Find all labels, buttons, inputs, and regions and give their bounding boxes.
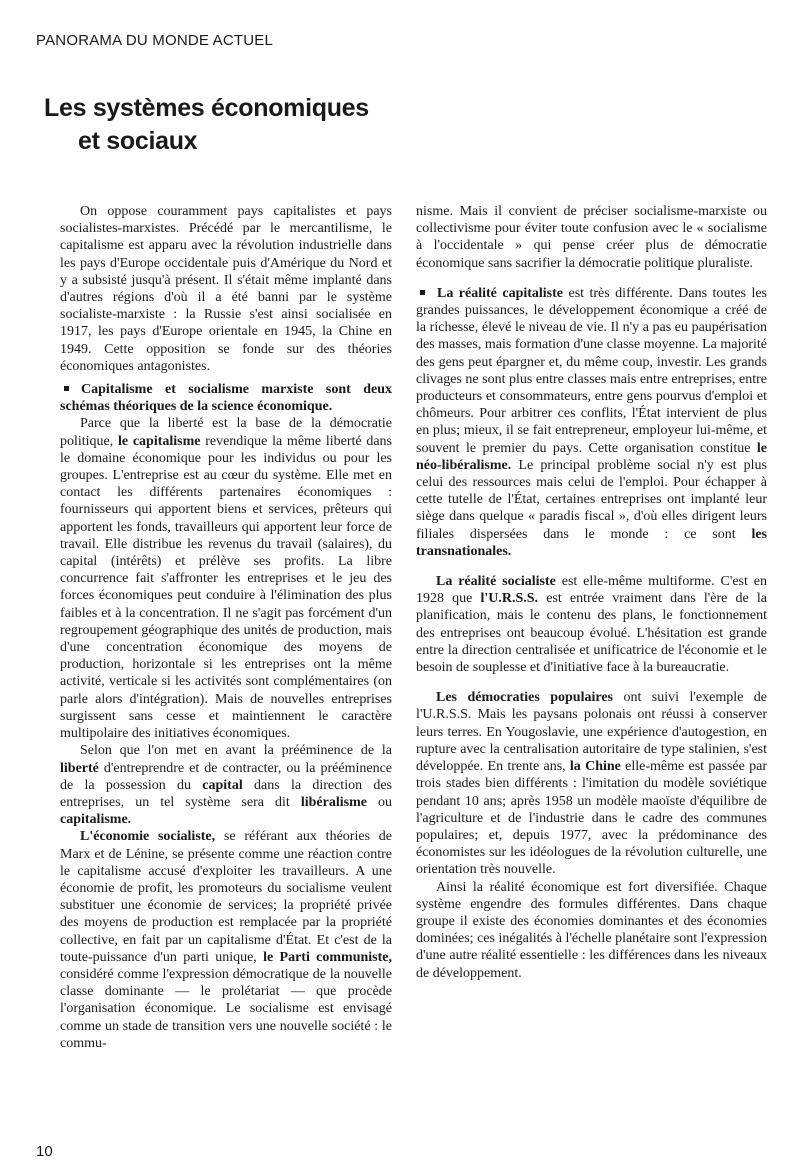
right-column — [416, 203, 767, 982]
term-neoliberalisme: le néo-libéralisme. — [416, 440, 767, 473]
paragraph-popular-democracies: Les démocraties populaires ont suivi l'exemple de l'U.R.S.S. Mais les paysans polonais ont réussi à conserver leurs terres. En Yougoslavie, une expérience d'autogestion, en rupture avec la centralisation autoritaire de type stalinien, s'est développée. En trente ans, la Chine elle-même est passée par trois stades bien différents : l'imitation du modèle soviétique pendant 10 ans; après 1958 un modèle maoïste d'équilibre de l'agriculture et de l'industrie dans le cadre des communes populaires; et, depuis 1977, avec la prédominance des économistes sur les idéologues de la révolution culturelle, une orientation très nouvelle. — [416, 690, 768, 878]
paragraph-conclusion: Ainsi la réalité économique est fort diversifiée. Chaque système engendre des formules différentes. Dans chaque groupe il existe des économies dominantes et des économies dominées; ces inégalités à l'échelle planétaire sont l'expression d'une autre réalité essentielle : les différences dans les niveaux de développement. — [416, 879, 767, 981]
square-bullet-icon — [64, 386, 69, 391]
term-economie-socialiste: L'économie socialiste, — [80, 829, 216, 845]
term-urss: l'U.R.S.S. — [480, 591, 539, 607]
page-title — [44, 92, 444, 158]
paragraph-communism-continued: nisme. Mais il convient de préciser socialisme-marxiste ou collectivisme pour éviter toute confusion avec le « socialisme à l'occidentale » qui pense créer plus de démocratie économique sans sacrifier la démocratie politique pluraliste. — [416, 204, 767, 271]
term-liberte: liberté — [60, 760, 99, 776]
paragraph-capitalist-reality: La réalité capitaliste est très différente. Dans toutes les grandes puissances, le développement économique a créé de la richesse, élevé le niveau de vie. Il n'y a pas eu paupérisation des masses, mais formation d'une classe moyenne. La majorité des gens peut épargner et, du même coup, investir. Les grands clivages ne sont plus entre classes mais entre entreprises, entre producteurs et consommateurs, entre gens pourvus d'emploi et chômeurs. Pour arbitrer ces conflits, l'État intervient de plus en plus; mieux, il se fait entrepreneur, employeur lui-même, et souvent le premier du pays. Cette organisation constitue le néo-libéralisme. Le principal problème social n'y est plus celui des ressources mais celui de l'emploi. Pour échapper à cette tutelle de l'État, certaines entreprises ont implanté leur siège dans quelque « paradis fiscal », d'où elles dirigent leurs filiales dispersées dans le monde : ce sont les transnationales. — [416, 285, 768, 559]
term-realite-capitaliste: La réalité capitaliste — [437, 285, 564, 301]
left-column — [60, 203, 392, 1052]
term-capitalisme-2: capitalisme. — [60, 812, 132, 828]
term-liberalisme: libéralisme — [300, 794, 367, 810]
running-head: PANORAMA DU MONDE ACTUEL — [36, 32, 274, 49]
heading-text: Capitalisme et socialisme marxiste sont deux schémas théoriques de la science économique. — [60, 382, 392, 415]
paragraph-capitalism: Parce que la liberté est la base de la démocratie politique, le capitalisme revendique la même liberté dans le domaine économique pour les individus ou pour les groupes. L'entreprise est au cœur du système. Elle met en contact les différents partenaires économiques : fournisseurs qui apportent biens et services, prêteurs qui apportent les fonds, travailleurs qui apportent leur force de travail. Elle distribue les revenus du travail (salaires), du capital (intérêts) et prélève ses profits. La libre concurrence fait s'affronter les entreprises et le jeu des forces économiques peut conduire à l'élimination des plus faibles et à la concentration. Il ne s'agit pas forcément d'un regroupement géographique des unités de production, mais d'une concentration économique des moyens de production, horizontale si les entreprises ont la même activité, verticale si les activités sont complémentaires (on parle alors d'intégration). Mais de nouvelles entreprises surgissent sans cesse et maintiennent le caractère multipolaire des initiatives économiques. — [60, 416, 392, 742]
paragraph-socialist-economy: L'économie socialiste, se référant aux théories de Marx et de Lénine, se présente comme une réaction contre le capitalisme accusé d'exploiter les travailleurs. A une économie de profit, les promoteurs du socialisme veulent substituer une économie de services; la propriété privée des moyens de production est remplacée par la propriété collective, en fait par un capitalisme d'État. Et c'est de la toute-puissance d'un parti unique, le Parti communiste, considéré comme l'expression démocratique de la nouvelle classe dominante — le prolétariat — que procède l'organisation économique. Le socialisme est envisagé comme un stade de transition vers une nouvelle société : le commu- — [60, 829, 392, 1051]
paragraph-socialist-reality: La réalité socialiste est elle-même multiforme. C'est en 1928 que l'U.R.S.S. est entrée vraiment dans l'ère de la planification, mais le contenu des plans, le fonctionnement des entreprises ont beaucoup évolué. L'hésitation est grande entre la direction centralisée et unificatrice de l'économie et le besoin de souplesse et d'initiative face à la bureaucratie. — [416, 574, 767, 676]
page-number: 10 — [36, 1143, 53, 1160]
term-democraties-populaires: Les démocraties populaires — [436, 690, 613, 706]
term-parti-communiste: le Parti communiste, — [263, 949, 392, 965]
term-transnationales: les transnationales. — [416, 526, 767, 559]
title-line-2: et sociaux — [78, 127, 198, 155]
paragraph-intro: On oppose couramment pays capitalistes et pays socialistes-marxistes. Précédé par le mercantilisme, le capitalisme est apparu avec la révolution industrielle dans les pays d'Europe occidentale puis d'Amérique du Nord et y a subsisté jusqu'à présent. Il s'était même implanté dans d'autres régions d'où il a été banni par le système socialiste-marxiste : la Russie s'est ainsi socialisée en 1917, les pays d'Europe orientale en 1945, la Chine en 1949. Cette opposition se fonde sur des théories économiques antagonistes. — [60, 204, 392, 374]
square-bullet-icon — [420, 290, 425, 295]
paragraph-liberalism: Selon que l'on met en avant la prééminence de la liberté d'entreprendre et de contracter, ou la prééminence de la possession du capital dans la direction des entreprises, un tel système sera dit libéralisme ou capitalisme. — [60, 743, 393, 828]
term-chine: la Chine — [569, 759, 621, 775]
term-capitalisme: le capitalisme — [118, 433, 201, 449]
section-heading-capitalism-socialism — [60, 381, 392, 415]
term-realite-socialiste: La réalité socialiste — [436, 574, 556, 590]
title-line-1: Les systèmes économiques — [44, 94, 369, 122]
term-capital: capital — [202, 777, 243, 793]
